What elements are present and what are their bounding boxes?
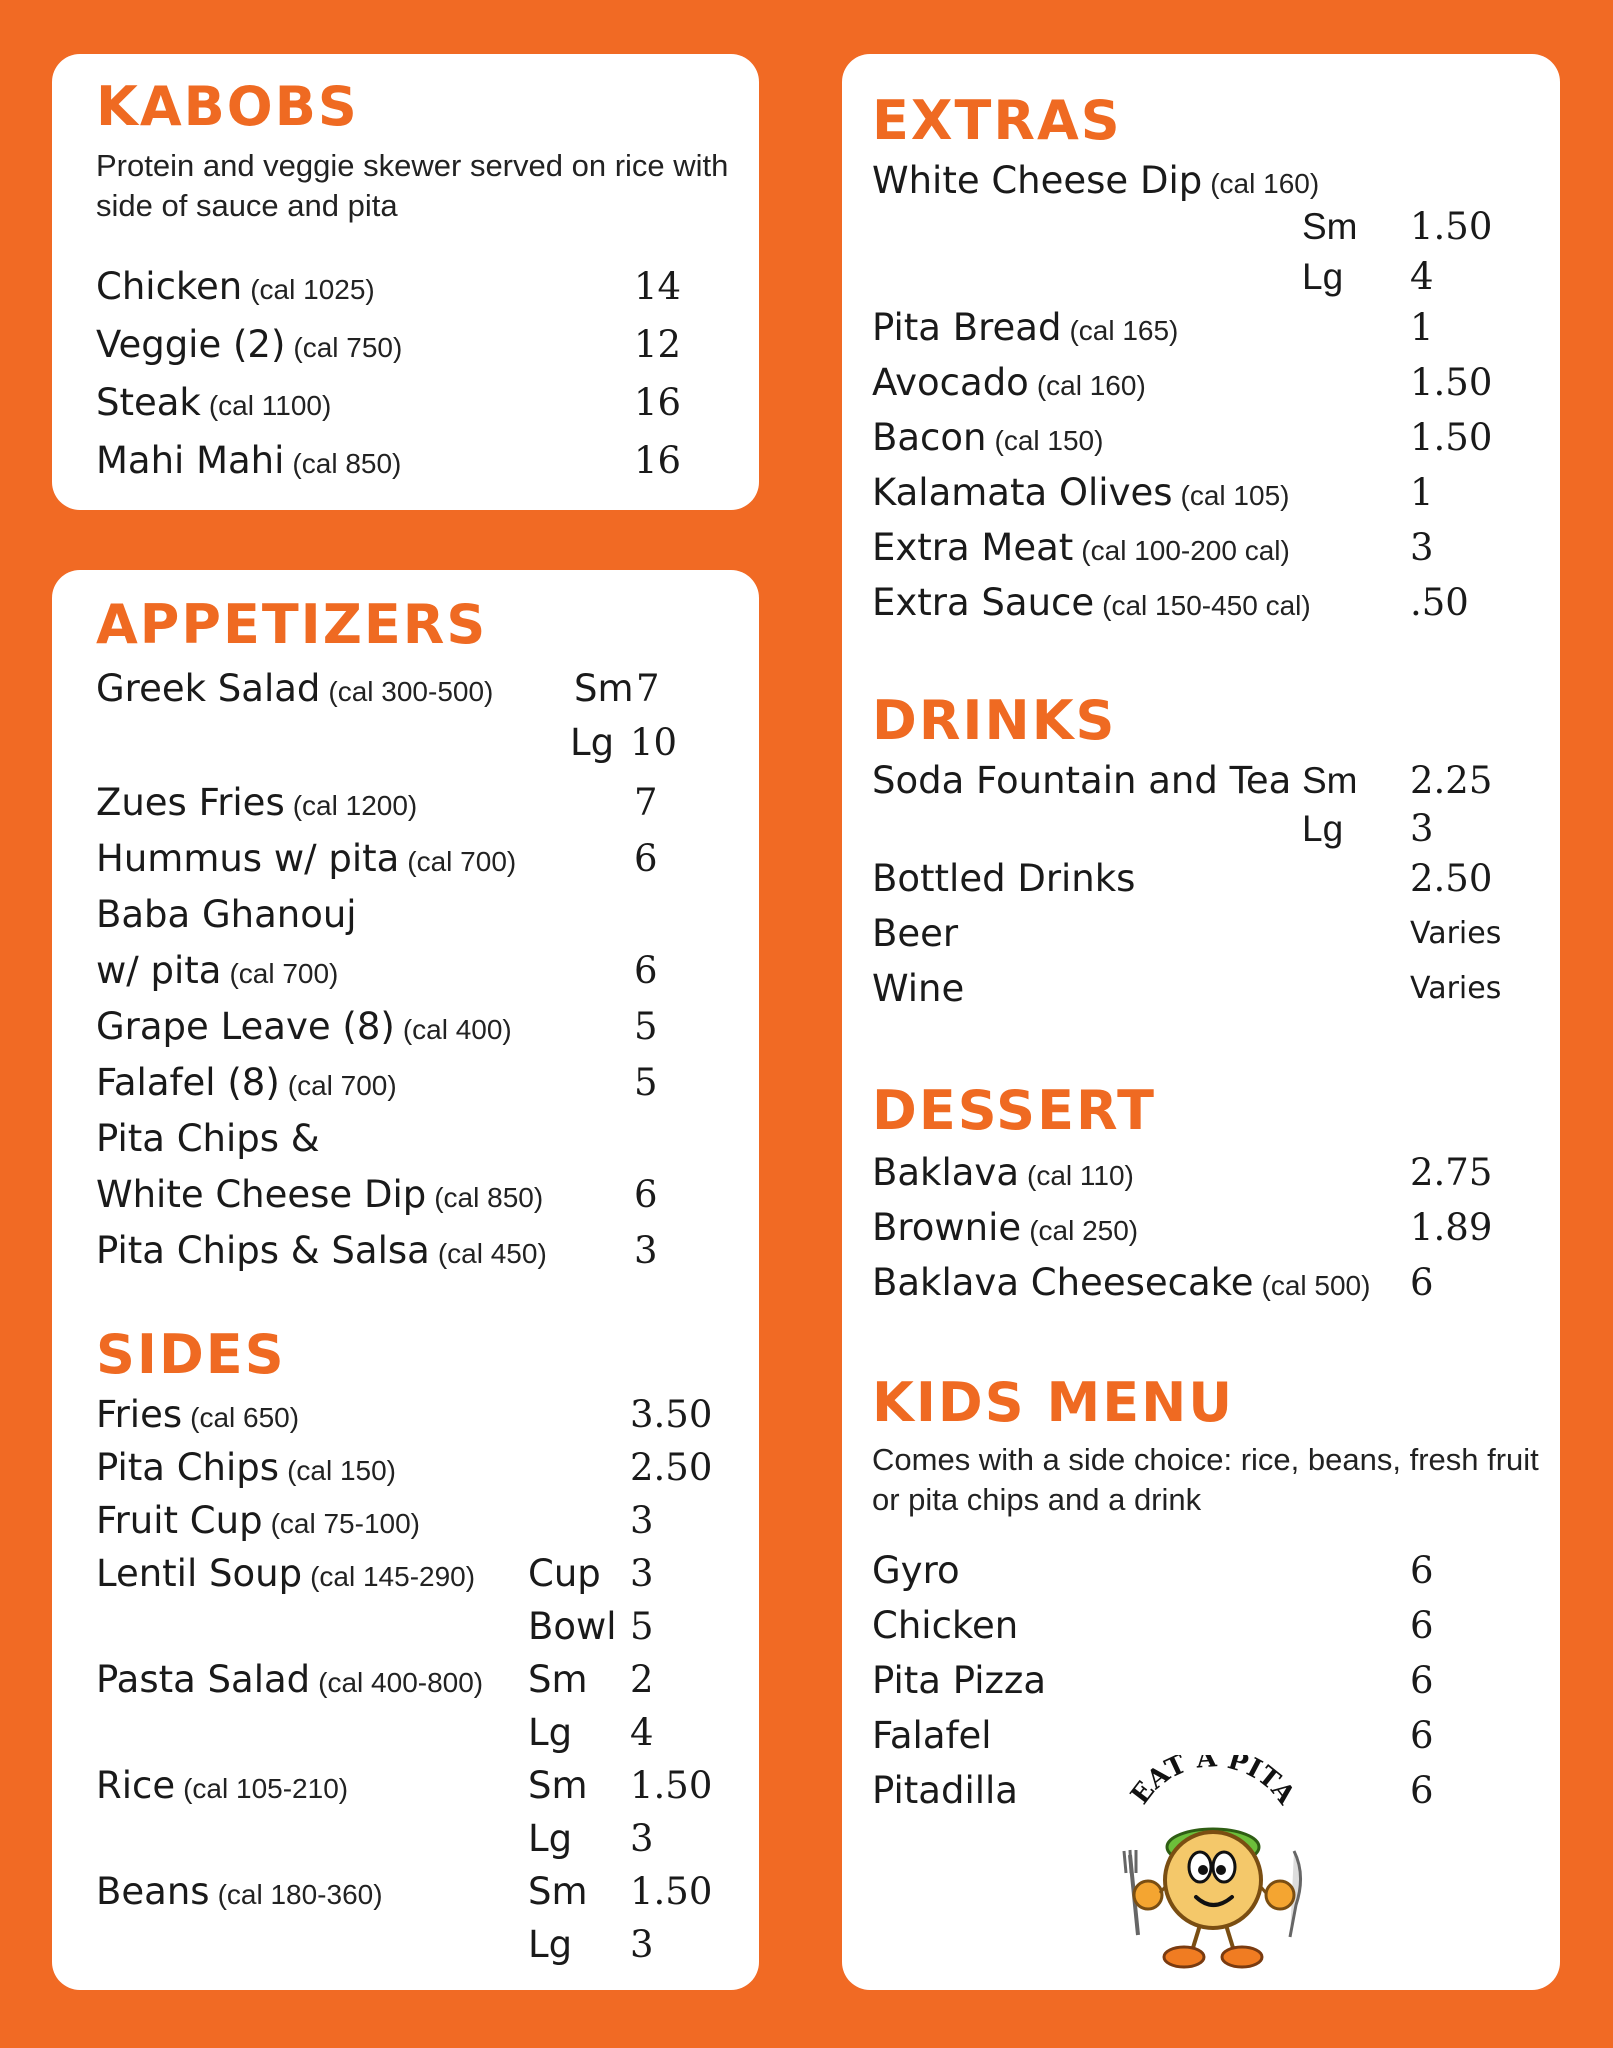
menu-item <box>96 832 716 886</box>
item-price: 6 <box>1410 1659 1434 1702</box>
menu-item <box>872 802 1522 856</box>
item-calories: (cal 165) <box>1069 315 1179 346</box>
item-price: 14 <box>634 265 682 308</box>
item-calories: (cal 300-500) <box>328 676 494 707</box>
item-price: 5 <box>634 1005 658 1048</box>
menu-item <box>872 962 1522 1016</box>
item-name: Steak <box>96 381 201 424</box>
menu-item <box>96 1224 716 1278</box>
item-size: Bowl <box>528 1605 617 1648</box>
item-name: Mahi Mahi <box>96 439 285 482</box>
menu-item <box>96 1706 716 1760</box>
menu-item <box>96 716 716 770</box>
item-size: Sm <box>574 667 634 710</box>
item-name: Avocado <box>872 361 1029 404</box>
item-calories: (cal 1025) <box>250 274 375 305</box>
item-calories: (cal 105) <box>1180 480 1290 511</box>
menu-item <box>872 907 1522 961</box>
menu-item <box>872 411 1522 465</box>
kids-menu-description-line: Comes with a side choice: rice, beans, fresh fruit <box>872 1442 1539 1477</box>
kids-menu-description-line: or pita chips and a drink <box>872 1482 1202 1517</box>
item-price: 1.50 <box>630 1870 713 1913</box>
item-price: 6 <box>634 949 658 992</box>
item-name: Grape Leave (8) <box>96 1005 395 1048</box>
item-calories: (cal 75-100) <box>270 1508 420 1539</box>
item-calories: (cal 500) <box>1261 1270 1371 1301</box>
item-calories: (cal 1100) <box>208 390 332 421</box>
item-name: Greek Salad <box>96 667 321 710</box>
menu-item <box>96 1759 716 1813</box>
item-calories: (cal 250) <box>1029 1215 1139 1246</box>
menu-item <box>96 1494 716 1548</box>
item-name: Veggie (2) <box>96 323 286 366</box>
item-price: 6 <box>1410 1604 1434 1647</box>
item-name: Gyro <box>872 1549 960 1592</box>
menu-item <box>96 1653 716 1707</box>
item-name: Beer <box>872 912 959 955</box>
menu-item <box>96 944 716 998</box>
item-price: 5 <box>630 1605 654 1648</box>
item-name: Lentil Soup <box>96 1552 303 1595</box>
item-price: 1.50 <box>1410 361 1493 404</box>
item-price: 6 <box>634 837 658 880</box>
item-name: Fruit Cup <box>96 1499 263 1542</box>
item-name: Baklava <box>872 1151 1020 1194</box>
item-price: 1.89 <box>1410 1206 1493 1249</box>
eat-a-pita-logo <box>1108 1755 1318 1975</box>
item-size: Lg <box>570 721 615 764</box>
item-price: 2.75 <box>1410 1151 1493 1194</box>
item-size: Lg <box>528 1923 573 1966</box>
item-calories: (cal 750) <box>293 332 403 363</box>
item-calories: (cal 160) <box>1036 370 1146 401</box>
item-price: 1 <box>1410 471 1434 514</box>
item-name: Extra Meat <box>872 526 1074 569</box>
appetizers-sides-panel <box>52 570 759 1990</box>
menu-item <box>96 1168 716 1222</box>
item-price: 10 <box>630 721 678 764</box>
item-name: Pita Pizza <box>872 1659 1047 1702</box>
item-price: Varies <box>1410 971 1502 1006</box>
menu-item <box>872 356 1522 410</box>
item-name: Kalamata Olives <box>872 471 1173 514</box>
menu-item <box>96 1600 716 1654</box>
item-name: Fries <box>96 1393 183 1436</box>
item-name: Rice <box>96 1764 176 1807</box>
menu-item <box>872 466 1522 520</box>
item-calories: (cal 180-360) <box>217 1879 383 1910</box>
item-size: Sm <box>1302 760 1358 801</box>
appetizers-title: APPETIZERS <box>96 593 488 656</box>
item-name: Brownie <box>872 1206 1022 1249</box>
item-calories: (cal 850) <box>292 448 402 479</box>
item-calories: (cal 400-800) <box>318 1667 484 1698</box>
item-price: 1 <box>1410 306 1434 349</box>
menu-item <box>872 754 1522 808</box>
drinks-title: DRINKS <box>872 689 1117 752</box>
item-name: Bottled Drinks <box>872 857 1136 900</box>
pita-mascot-icon <box>1108 1755 1318 1975</box>
item-price: 6 <box>1410 1769 1434 1812</box>
kabobs-description <box>96 146 728 226</box>
item-price: 2 <box>630 1658 654 1701</box>
item-calories: (cal 650) <box>190 1402 300 1433</box>
menu-item <box>872 1599 1522 1653</box>
item-name: Hummus w/ pita <box>96 837 400 880</box>
item-name: White Cheese Dip <box>872 159 1203 202</box>
menu-item <box>96 260 716 314</box>
item-name: Chicken <box>872 1604 1019 1647</box>
kids-menu-title: KIDS MENU <box>872 1371 1235 1434</box>
item-price: 4 <box>1410 255 1434 298</box>
item-size: Lg <box>528 1817 573 1860</box>
item-price: 7 <box>634 781 658 824</box>
menu-item <box>96 1918 716 1972</box>
menu-item <box>96 434 716 488</box>
menu-item <box>96 888 716 942</box>
item-calories: (cal 160) <box>1210 168 1320 199</box>
item-size: Sm <box>528 1870 588 1913</box>
menu-item <box>96 776 716 830</box>
item-name: Pitadilla <box>872 1769 1018 1812</box>
item-name: Pita Bread <box>872 306 1062 349</box>
item-price: 6 <box>1410 1261 1434 1304</box>
item-calories: (cal 850) <box>434 1182 544 1213</box>
item-price: 3 <box>630 1552 654 1595</box>
item-name: Pita Chips & Salsa <box>96 1229 430 1272</box>
item-name: Falafel (8) <box>96 1061 280 1104</box>
kabobs-description-line: Protein and veggie skewer served on rice with <box>96 148 729 183</box>
kids-menu-description <box>872 1440 1539 1520</box>
item-price: 6 <box>634 1173 658 1216</box>
menu-item <box>96 1441 716 1495</box>
menu-item <box>96 1812 716 1866</box>
menu-item <box>872 852 1522 906</box>
item-calories: (cal 700) <box>229 958 339 989</box>
item-price: 6 <box>1410 1549 1434 1592</box>
item-price: 7 <box>636 667 660 710</box>
item-price: 3.50 <box>630 1393 713 1436</box>
item-price: 3 <box>630 1817 654 1860</box>
menu-item <box>96 1000 716 1054</box>
item-size: Lg <box>528 1711 573 1754</box>
item-calories: (cal 450) <box>437 1238 547 1269</box>
item-calories: (cal 400) <box>402 1014 512 1045</box>
item-calories: (cal 150) <box>994 425 1104 456</box>
item-name: Wine <box>872 967 965 1010</box>
item-name: White Cheese Dip <box>96 1173 427 1216</box>
menu-item <box>96 662 716 716</box>
item-price: 12 <box>634 323 682 366</box>
item-price: 1.50 <box>1410 416 1493 459</box>
item-price: 3 <box>1410 807 1434 850</box>
sides-title: SIDES <box>96 1323 286 1386</box>
item-price: 16 <box>634 381 682 424</box>
item-calories: (cal 105-210) <box>183 1773 349 1804</box>
kabobs-title: KABOBS <box>96 75 359 138</box>
extras-title: EXTRAS <box>872 89 1122 152</box>
item-size: Sm <box>1302 206 1358 247</box>
item-name: Pita Chips <box>96 1446 280 1489</box>
menu-item <box>872 1256 1522 1310</box>
item-price: 1.50 <box>1410 205 1493 248</box>
item-price: Varies <box>1410 916 1502 951</box>
item-name: Baklava Cheesecake <box>872 1261 1254 1304</box>
item-price: 4 <box>630 1711 654 1754</box>
menu-item <box>872 1201 1522 1255</box>
item-price: 3 <box>634 1229 658 1272</box>
item-price: 3 <box>1410 526 1434 569</box>
item-calories: (cal 700) <box>287 1070 397 1101</box>
item-name: Zues Fries <box>96 781 285 824</box>
item-name: Extra Sauce <box>872 581 1095 624</box>
item-price: 6 <box>1410 1714 1434 1757</box>
item-size: Sm <box>528 1764 588 1807</box>
item-calories: (cal 110) <box>1027 1160 1134 1191</box>
menu-item <box>872 1654 1522 1708</box>
item-calories: (cal 150-450 cal) <box>1102 590 1311 621</box>
menu-item <box>96 1112 716 1166</box>
item-calories: (cal 100-200 cal) <box>1081 535 1290 566</box>
item-name: Soda Fountain and Tea <box>872 759 1292 802</box>
item-name: Baba Ghanouj <box>96 893 357 936</box>
item-size: Lg <box>1302 256 1344 297</box>
item-name: Pasta Salad <box>96 1658 311 1701</box>
item-name: Pita Chips & <box>96 1117 320 1160</box>
dessert-title: DESSERT <box>872 1079 1156 1142</box>
kabobs-description-line: side of sauce and pita <box>96 188 398 223</box>
menu-item <box>872 1544 1522 1598</box>
item-price: 3 <box>630 1499 654 1542</box>
item-calories: (cal 700) <box>407 846 517 877</box>
item-size: Sm <box>528 1658 588 1701</box>
item-calories: (cal 145-290) <box>310 1561 476 1592</box>
item-price: .50 <box>1410 581 1469 624</box>
menu-item <box>872 200 1522 254</box>
logo-text: EAT A PITA <box>1125 1755 1301 1811</box>
item-price: 16 <box>634 439 682 482</box>
item-calories: (cal 1200) <box>292 790 418 821</box>
item-price: 3 <box>630 1923 654 1966</box>
item-name: Falafel <box>872 1714 992 1757</box>
item-price: 2.25 <box>1410 759 1493 802</box>
item-name: Chicken <box>96 265 243 308</box>
item-name: Bacon <box>872 416 987 459</box>
item-price: 5 <box>634 1061 658 1104</box>
item-name: w/ pita <box>96 949 222 992</box>
menu-item <box>96 1547 716 1601</box>
right-panel <box>842 54 1560 1990</box>
menu-item <box>872 1146 1522 1200</box>
menu-item <box>96 1865 716 1919</box>
item-price: 1.50 <box>630 1764 713 1807</box>
item-size: Lg <box>1302 808 1344 849</box>
kabobs-panel <box>52 54 759 510</box>
menu-item <box>96 376 716 430</box>
item-price: 2.50 <box>630 1446 713 1489</box>
item-name: Beans <box>96 1870 210 1913</box>
item-size: Cup <box>528 1552 601 1595</box>
menu-item <box>872 301 1522 355</box>
menu-item <box>872 521 1522 575</box>
menu-item <box>872 576 1522 630</box>
item-calories: (cal 150) <box>287 1455 396 1486</box>
item-price: 2.50 <box>1410 857 1493 900</box>
menu-item <box>96 318 716 372</box>
menu-item <box>872 250 1522 304</box>
menu-item <box>96 1388 716 1442</box>
menu-item <box>96 1056 716 1110</box>
